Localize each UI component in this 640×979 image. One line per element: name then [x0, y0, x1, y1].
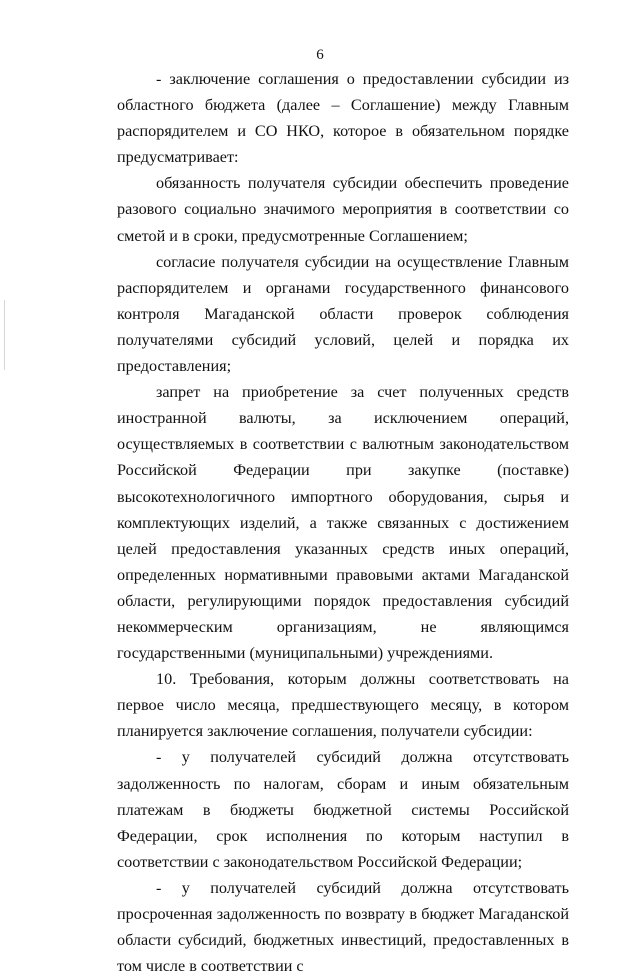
paragraph-consent: согласие получателя субсидии на осуществление Главным распорядителем и органами государственного финансового контроля Магаданской области проверок соблюдения получателями субсидий условий, целей и порядка их предоставления; — [117, 252, 569, 376]
paragraph-no-overdue-debt: - у получателей субсидий должна отсутствовать просроченная задолженность по возврату в бюджет Магаданской области субсидий, бюджетных инвестиций, предоставленных в том числе в соответствии с — [117, 878, 569, 976]
paragraph-requirements-10: 10. Требования, которым должны соответствовать на первое число месяца, предшествующего месяцу, в котором планируется заключение соглашения, получатели субсидии: — [117, 670, 569, 741]
scan-margin-line — [4, 300, 5, 370]
document-body — [117, 66, 569, 979]
page-number: 6 — [316, 47, 324, 63]
paragraph-obligation: обязанность получателя субсидии обеспечить проведение разового социально значимого мероприятия в соответствии со сметой и в сроки, предусмотренные Соглашением; — [117, 174, 569, 245]
paragraph-currency-ban: запрет на приобретение за счет полученных средств иностранной валюты, за исключением операций, осуществляемых в соответствии с валютным законодательством Российской Федерации при закупке (поставке) высокотехнологичного импортного оборудования, сырья и комплектующих изделий, а также связанных с достижением целей предоставления указанных средств иных операций, определенных нормативными правовыми актами Магаданской области, регулирующими порядок предоставления субсидий некоммерческим организациям, не являющимся государственными (муниципальными) учреждениями. — [117, 383, 569, 663]
paragraph-agreement-clause: - заключение соглашения о предоставлении субсидии из областного бюджета (далее – Соглашение) между Главным распорядителем и СО НКО, которое в обязательном порядке предусматривает: — [117, 70, 569, 167]
paragraph-no-tax-debt: - у получателей субсидий должна отсутствовать задолженность по налогам, сборам и иным обязательным платежам в бюджеты бюджетной системы Российской Федерации, срок исполнения по которым наступил в соответствии с законодательством Российской Федерации; — [117, 748, 569, 871]
